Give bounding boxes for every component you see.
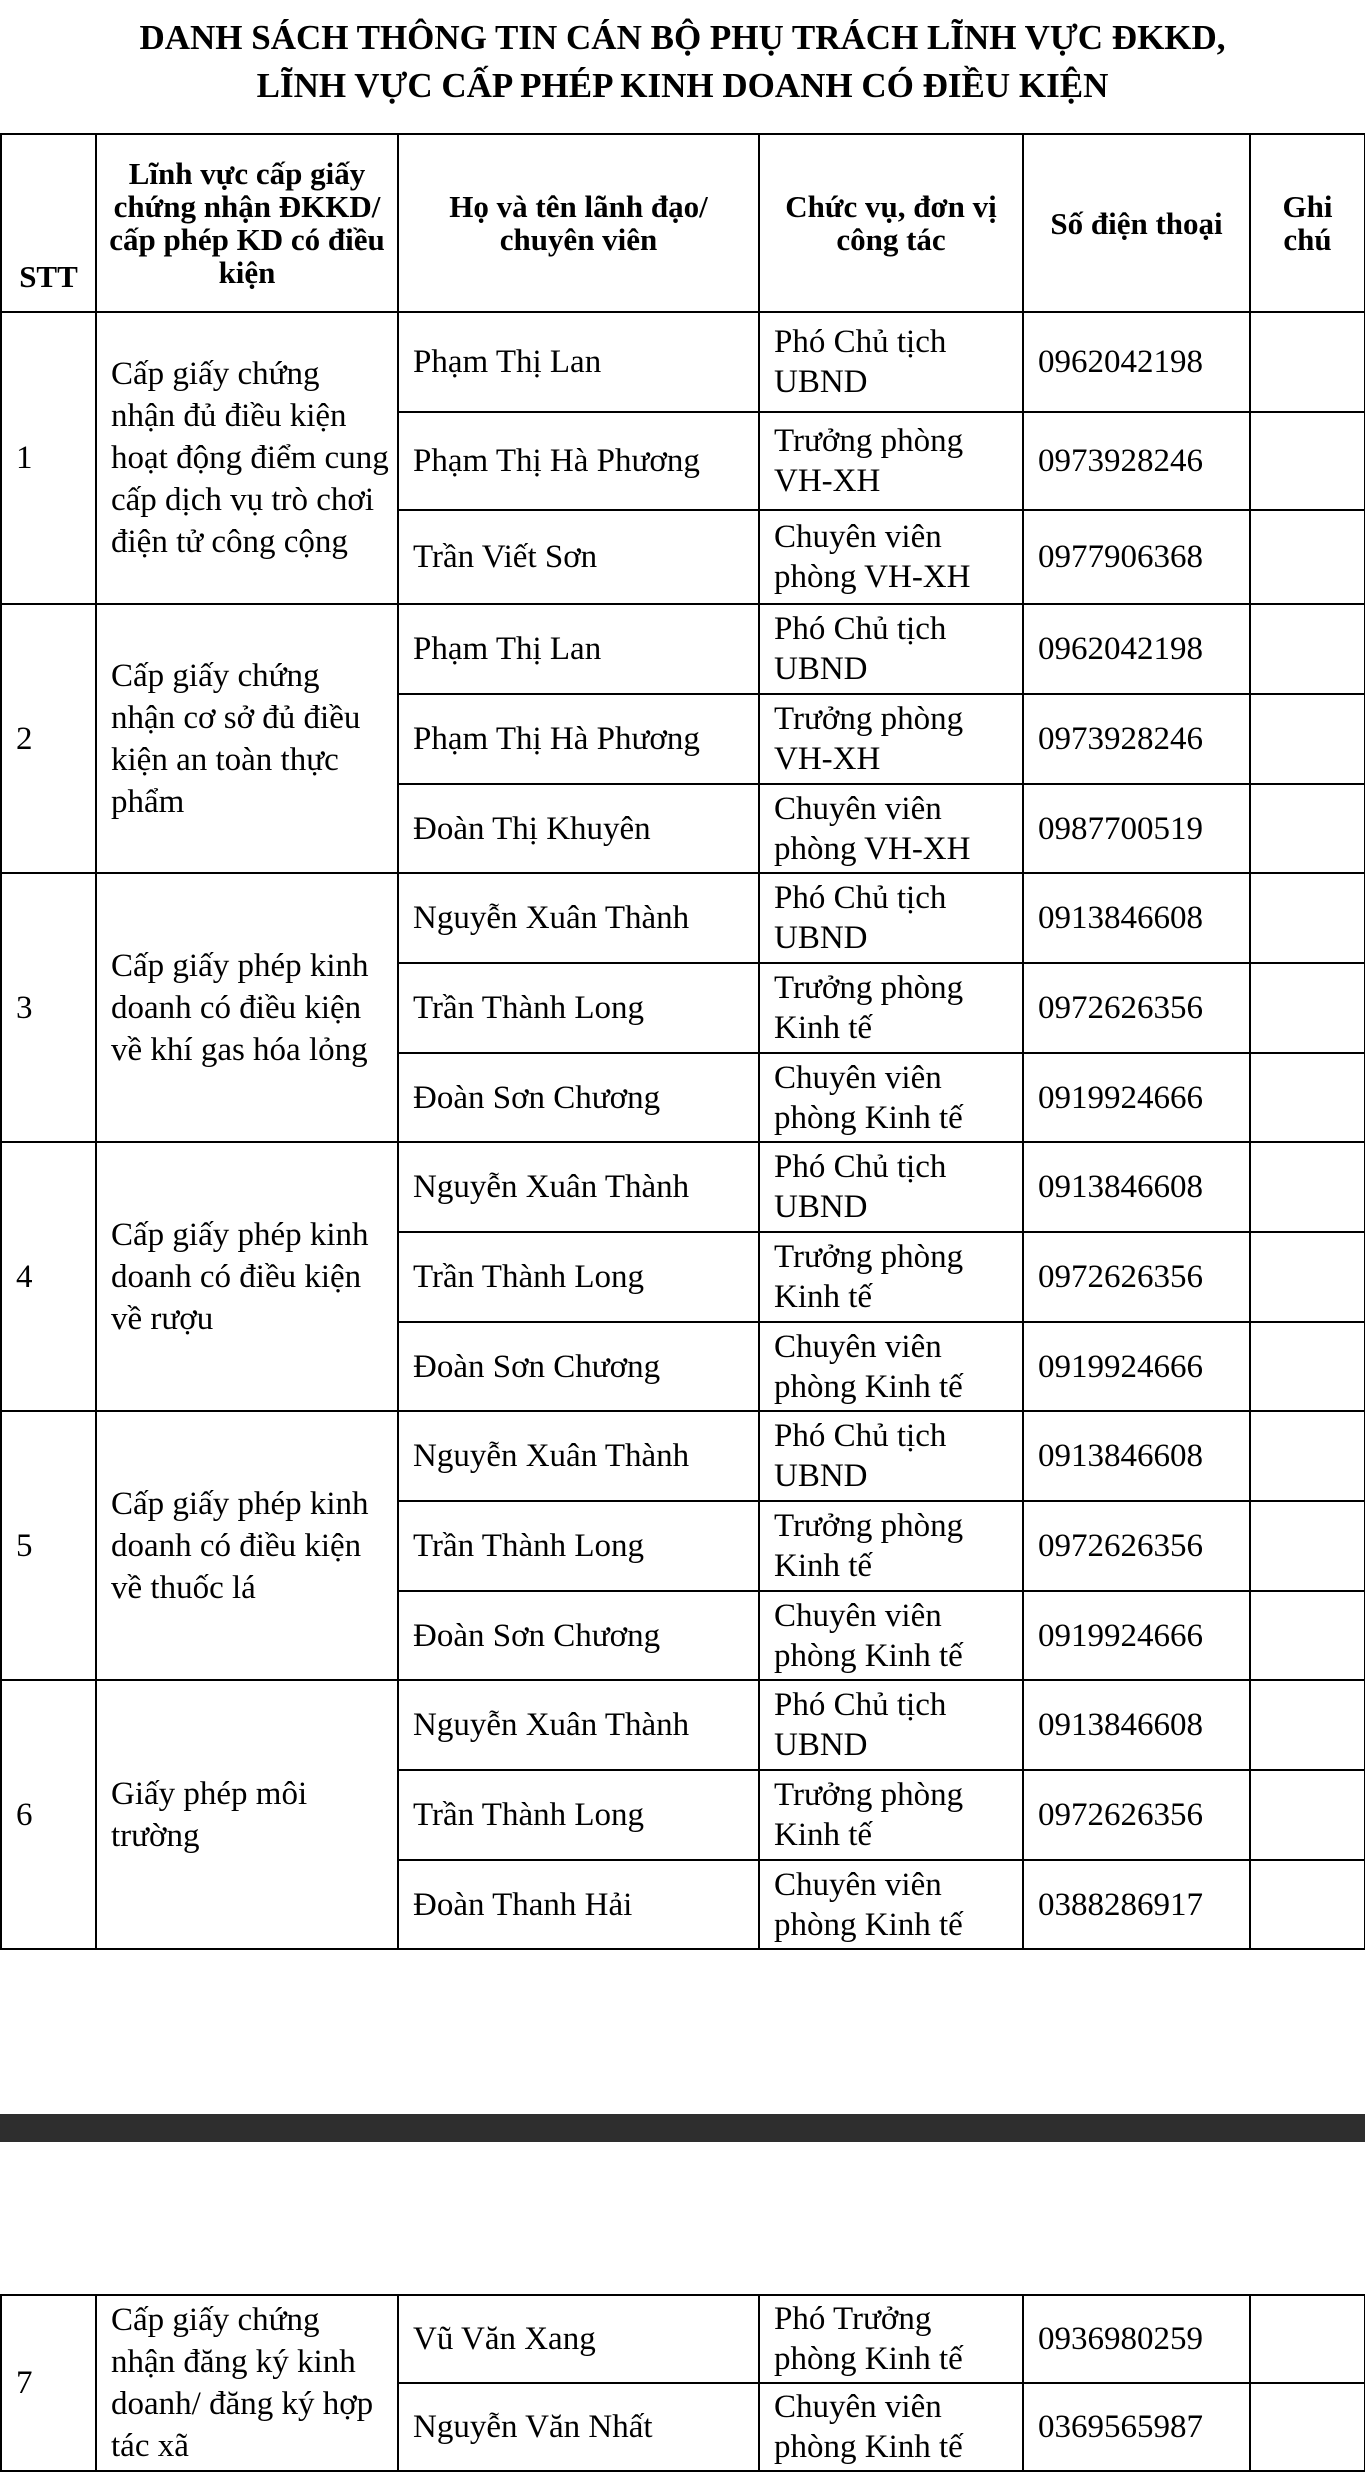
cell-phone: 0972626356 — [1023, 1501, 1250, 1591]
cell-note — [1250, 1501, 1365, 1591]
cell-note — [1250, 1232, 1365, 1322]
cell-phone: 0962042198 — [1023, 604, 1250, 694]
cell-name: Đoàn Thị Khuyên — [398, 784, 759, 873]
header-field: Lĩnh vực cấp giấy chứng nhận ĐKKD/ cấp phép KD có điều kiện — [96, 134, 398, 312]
cell-phone: 0919924666 — [1023, 1322, 1250, 1411]
cell-field: Cấp giấy phép kinh doanh có điều kiện về rượu — [96, 1142, 398, 1411]
header-stt: STT — [1, 134, 96, 312]
cell-stt: 2 — [1, 604, 96, 873]
cell-position: Chuyên viên phòng Kinh tế — [759, 1591, 1023, 1680]
cell-note — [1250, 312, 1365, 412]
cell-note — [1250, 604, 1365, 694]
cell-note — [1250, 1053, 1365, 1142]
cell-position: Phó Chủ tịch UBND — [759, 1680, 1023, 1770]
cell-position: Chuyên viên phòng Kinh tế — [759, 1860, 1023, 1949]
table-row — [1, 1680, 1365, 1770]
cell-field: Cấp giấy chứng nhận đăng ký kinh doanh/ đăng ký hợp tác xã — [96, 2295, 398, 2471]
cell-note — [1250, 1322, 1365, 1411]
cell-position: Chuyên viên phòng Kinh tế — [759, 1322, 1023, 1411]
cell-note — [1250, 1680, 1365, 1770]
cell-name: Vũ Văn Xang — [398, 2295, 759, 2383]
cell-phone: 0987700519 — [1023, 784, 1250, 873]
cell-phone: 0919924666 — [1023, 1591, 1250, 1680]
cell-name: Trần Thành Long — [398, 1501, 759, 1591]
cell-phone: 0972626356 — [1023, 1770, 1250, 1860]
cell-position: Trưởng phòng Kinh tế — [759, 1770, 1023, 1860]
table-body — [1, 312, 1365, 1949]
cell-name: Trần Thành Long — [398, 1770, 759, 1860]
cell-phone: 0913846608 — [1023, 1411, 1250, 1501]
document-title — [0, 14, 1365, 110]
cell-note — [1250, 2383, 1365, 2471]
cell-position: Chuyên viên phòng VH-XH — [759, 784, 1023, 873]
cell-field: Giấy phép môi trường — [96, 1680, 398, 1949]
cell-name: Trần Thành Long — [398, 1232, 759, 1322]
cell-name: Phạm Thị Lan — [398, 604, 759, 694]
cell-position: Trưởng phòng VH-XH — [759, 412, 1023, 510]
staff-table — [0, 133, 1365, 1950]
cell-note — [1250, 694, 1365, 784]
cell-note — [1250, 1411, 1365, 1501]
cell-note — [1250, 1591, 1365, 1680]
header-phone: Số điện thoại — [1023, 134, 1250, 312]
cell-name: Trần Thành Long — [398, 963, 759, 1053]
cell-note — [1250, 963, 1365, 1053]
cell-stt: 1 — [1, 312, 96, 604]
cell-note — [1250, 510, 1365, 604]
cell-name: Nguyễn Xuân Thành — [398, 873, 759, 963]
cell-position: Phó Chủ tịch UBND — [759, 312, 1023, 412]
cell-position: Trưởng phòng Kinh tế — [759, 1501, 1023, 1591]
page-break-bar — [0, 2114, 1365, 2142]
table-row — [1, 873, 1365, 963]
cell-name: Đoàn Sơn Chương — [398, 1591, 759, 1680]
cell-field: Cấp giấy chứng nhận đủ điều kiện hoạt động điểm cung cấp dịch vụ trò chơi điện tử công cộng — [96, 312, 398, 604]
cell-phone: 0972626356 — [1023, 1232, 1250, 1322]
header-name: Họ và tên lãnh đạo/ chuyên viên — [398, 134, 759, 312]
cell-note — [1250, 873, 1365, 963]
cell-phone: 0962042198 — [1023, 312, 1250, 412]
cell-note — [1250, 412, 1365, 510]
cell-phone: 0973928246 — [1023, 412, 1250, 510]
cell-note — [1250, 1142, 1365, 1232]
table-body-continued — [1, 2295, 1365, 2471]
cell-position: Chuyên viên phòng Kinh tế — [759, 2383, 1023, 2471]
cell-phone: 0972626356 — [1023, 963, 1250, 1053]
cell-name: Nguyễn Xuân Thành — [398, 1680, 759, 1770]
title-line-2: LĨNH VỰC CẤP PHÉP KINH DOANH CÓ ĐIỀU KIỆN — [256, 66, 1109, 105]
table-header-row — [1, 134, 1365, 312]
cell-name: Phạm Thị Hà Phương — [398, 412, 759, 510]
cell-phone: 0936980259 — [1023, 2295, 1250, 2383]
cell-note — [1250, 1860, 1365, 1949]
cell-name: Phạm Thị Hà Phương — [398, 694, 759, 784]
cell-name: Đoàn Thanh Hải — [398, 1860, 759, 1949]
cell-stt: 3 — [1, 873, 96, 1142]
cell-name: Đoàn Sơn Chương — [398, 1053, 759, 1142]
cell-name: Phạm Thị Lan — [398, 312, 759, 412]
cell-stt: 5 — [1, 1411, 96, 1680]
cell-stt: 4 — [1, 1142, 96, 1411]
cell-field: Cấp giấy chứng nhận cơ sở đủ điều kiện an toàn thực phẩm — [96, 604, 398, 873]
cell-phone: 0369565987 — [1023, 2383, 1250, 2471]
staff-table-continued — [0, 2294, 1365, 2472]
cell-note — [1250, 784, 1365, 873]
cell-phone: 0973928246 — [1023, 694, 1250, 784]
cell-position: Trưởng phòng VH-XH — [759, 694, 1023, 784]
header-position: Chức vụ, đơn vị công tác — [759, 134, 1023, 312]
title-line-1: DANH SÁCH THÔNG TIN CÁN BỘ PHỤ TRÁCH LĨNH VỰC ĐKKD, — [139, 18, 1226, 57]
cell-position: Phó Trưởng phòng Kinh tế — [759, 2295, 1023, 2383]
cell-name: Trần Viết Sơn — [398, 510, 759, 604]
cell-field: Cấp giấy phép kinh doanh có điều kiện về khí gas hóa lỏng — [96, 873, 398, 1142]
cell-position: Trưởng phòng Kinh tế — [759, 963, 1023, 1053]
cell-position: Phó Chủ tịch UBND — [759, 1411, 1023, 1501]
cell-position: Phó Chủ tịch UBND — [759, 1142, 1023, 1232]
cell-name: Nguyễn Xuân Thành — [398, 1411, 759, 1501]
table-row — [1, 1142, 1365, 1232]
cell-position: Trưởng phòng Kinh tế — [759, 1232, 1023, 1322]
cell-phone: 0913846608 — [1023, 873, 1250, 963]
table-row — [1, 604, 1365, 694]
cell-stt: 7 — [1, 2295, 96, 2471]
header-note: Ghi chú — [1250, 134, 1365, 312]
cell-position: Phó Chủ tịch UBND — [759, 604, 1023, 694]
cell-field: Cấp giấy phép kinh doanh có điều kiện về thuốc lá — [96, 1411, 398, 1680]
cell-position: Chuyên viên phòng Kinh tế — [759, 1053, 1023, 1142]
cell-note — [1250, 2295, 1365, 2383]
cell-phone: 0913846608 — [1023, 1680, 1250, 1770]
table-row — [1, 312, 1365, 412]
table-row — [1, 1411, 1365, 1501]
cell-note — [1250, 1770, 1365, 1860]
cell-position: Phó Chủ tịch UBND — [759, 873, 1023, 963]
cell-phone: 0919924666 — [1023, 1053, 1250, 1142]
cell-name: Nguyễn Văn Nhất — [398, 2383, 759, 2471]
cell-phone: 0977906368 — [1023, 510, 1250, 604]
cell-phone: 0913846608 — [1023, 1142, 1250, 1232]
table-row — [1, 2295, 1365, 2383]
cell-name: Đoàn Sơn Chương — [398, 1322, 759, 1411]
cell-phone: 0388286917 — [1023, 1860, 1250, 1949]
cell-position: Chuyên viên phòng VH-XH — [759, 510, 1023, 604]
cell-stt: 6 — [1, 1680, 96, 1949]
cell-name: Nguyễn Xuân Thành — [398, 1142, 759, 1232]
